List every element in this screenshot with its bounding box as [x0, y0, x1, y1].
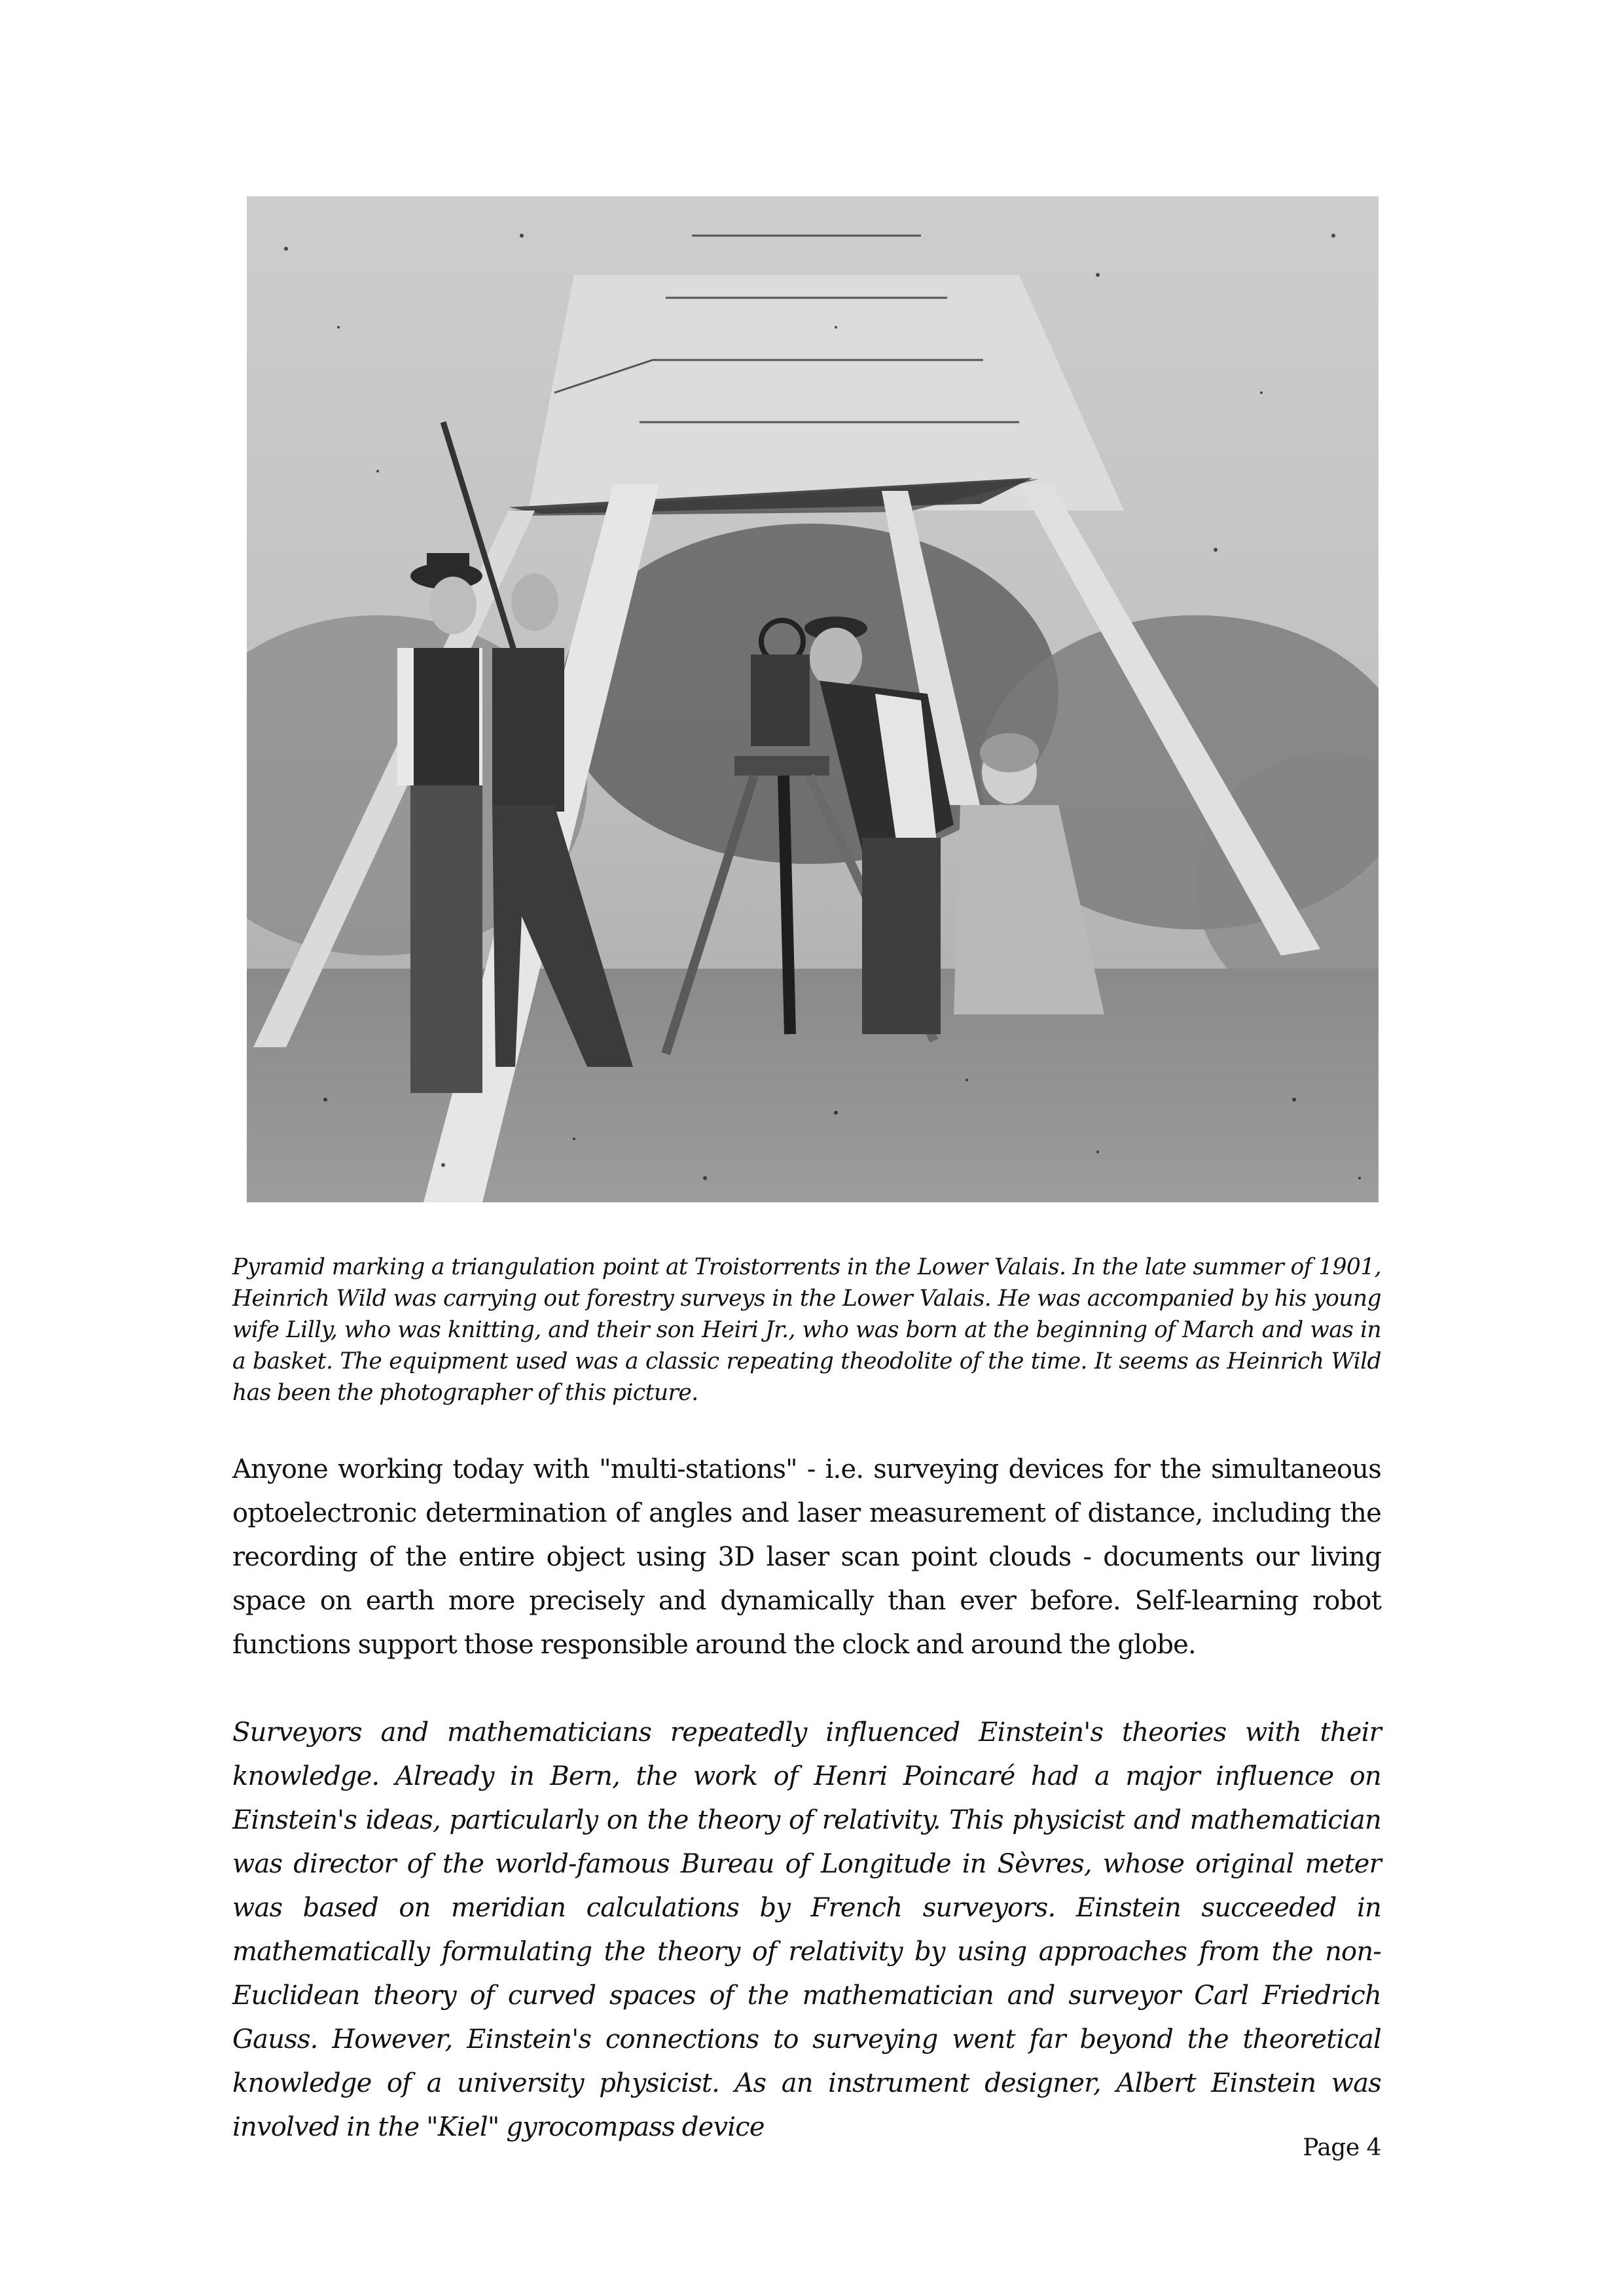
photo-caption: Pyramid marking a triangulation point at Troistorrents in the Lower Valais. In the late summer of 1901, Heinrich Wild was carrying out forestry surveys in the Lower Valais. He was accompanied by his young wife Lilly, who was knitting, and their son Heiri Jr., who was born at the beginning of March and was in a basket. The equipment used was a classic repeating theodolite of the time. It seems as Heinrich Wild has been the photographer of this picture. [232, 1254, 1381, 1406]
page-number: Page 4 [1303, 2134, 1381, 2161]
paragraph-einstein-surveyors: Surveyors and mathematicians repeatedly influenced Einstein's theories with their knowledge. Already in Bern, the work of Henri Poincaré had a major influence on Einstein's ideas, particularly on the theory of relativity. This physicist and mathematician was director of the world-famous Bureau of Longitude in Sèvres, whose original meter was based on meridian calculations by French surveyors. Einstein succeeded in mathematically formulating the theory of relativity by using approaches from the non-Euclidean theory of curved spaces of the mathematician and surveyor Carl Friedrich Gauss. However, Einstein's connections to surveying went far beyond the theoretical knowledge of a university physicist. As an instrument designer, Albert Einstein was involved in the "Kiel" gyrocompass device [232, 1717, 1381, 2142]
paragraph-multi-stations: Anyone working today with "multi-stations" - i.e. surveying devices for the simultaneous optoelectronic determination of angles and laser measurement of distance, including the recording of the entire object using 3D laser scan point clouds - documents our living space on earth more precisely and dynamically than ever before. Self-learning robot functions support those responsible around the clock and around the globe. [232, 1454, 1381, 1660]
photo-illustration [247, 196, 1379, 1202]
historic-photo-triangulation-pyramid [247, 196, 1379, 1202]
